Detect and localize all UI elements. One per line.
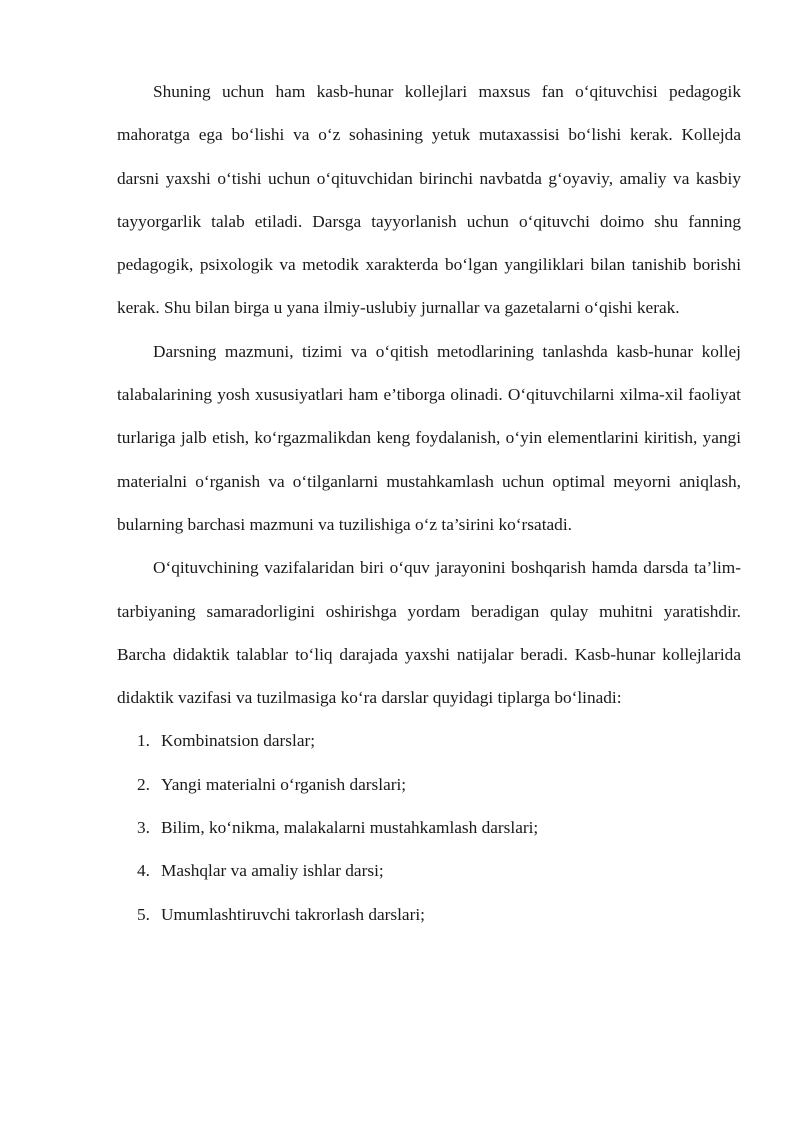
list-item bbox=[117, 763, 741, 806]
list-item bbox=[117, 893, 741, 936]
list-item bbox=[117, 849, 741, 892]
list-item-number: 4. bbox=[137, 861, 150, 881]
list-item bbox=[117, 806, 741, 849]
list-item-text: Yangi materialni o‘rganish darslari; bbox=[161, 774, 407, 794]
list-item-number: 1. bbox=[137, 731, 150, 751]
list-item-text: Kombinatsion darslar; bbox=[161, 731, 316, 751]
paragraph-2: Darsning mazmuni, tizimi va o‘qitish metodlarining tanlashda kasb-hunar kollej talabalarining yosh xususiyatlari ham e’tiborga olinadi. O‘qituvchilarni xilma-xil faoliyat turlariga jalb etish, ko‘rgazmalikdan keng foydalanish, o‘yin elementlarini kiritish, yangi materialni o‘rganish va o‘tilganlarni mustahkamlash uchun optimal meyorni aniqlash, bularning barchasi mazmuni va tuzilishiga o‘z ta’sirini ko‘rsatadi. bbox=[117, 341, 741, 534]
list-item bbox=[117, 719, 741, 762]
list-item-number: 2. bbox=[137, 774, 150, 794]
list-item-text: Mashqlar va amaliy ishlar darsi; bbox=[161, 861, 384, 881]
list-item-text: Umumlashtiruvchi takrorlash darslari; bbox=[161, 904, 425, 924]
paragraph-1: Shuning uchun ham kasb-hunar kollejlari maxsus fan o‘qituvchisi pedagogik mahoratga ega bo‘lishi va o‘z sohasining yetuk mutaxassisi bo‘lishi kerak. Kollejda darsni yaxshi o‘tishi uchun o‘qituvchidan birinchi navbatda g‘oyaviy, amaliy va kasbiy tayyorgarlik talab etiladi. Darsga tayyorlanish uchun o‘qituvchi doimo shu fanning pedagogik, psixologik va metodik xarakterda bo‘lgan yangiliklari bilan tanishib borishi kerak. Shu bilan birga u yana ilmiy-uslubiy jurnallar va gazetalarni o‘qishi kerak. bbox=[117, 82, 741, 318]
document-body bbox=[117, 70, 741, 936]
list-item-number: 5. bbox=[137, 904, 150, 924]
list-item-text: Bilim, ko‘nikma, malakalarni mustahkamlash darslari; bbox=[161, 818, 539, 838]
lesson-types-list bbox=[117, 719, 741, 935]
paragraph-3: O‘qituvchining vazifalaridan biri o‘quv jarayonini boshqarish hamda darsda ta’lim-tarbiyaning samaradorligini oshirishga yordam beradigan qulay muhitni yaratishdir. Barcha didaktik talablar to‘liq darajada yaxshi natijalar beradi. Kasb-hunar kollejlarida didaktik vazifasi va tuzilmasiga ko‘ra darslar quyidagi tiplarga bo‘linadi: bbox=[117, 558, 741, 708]
list-item-number: 3. bbox=[137, 818, 150, 838]
